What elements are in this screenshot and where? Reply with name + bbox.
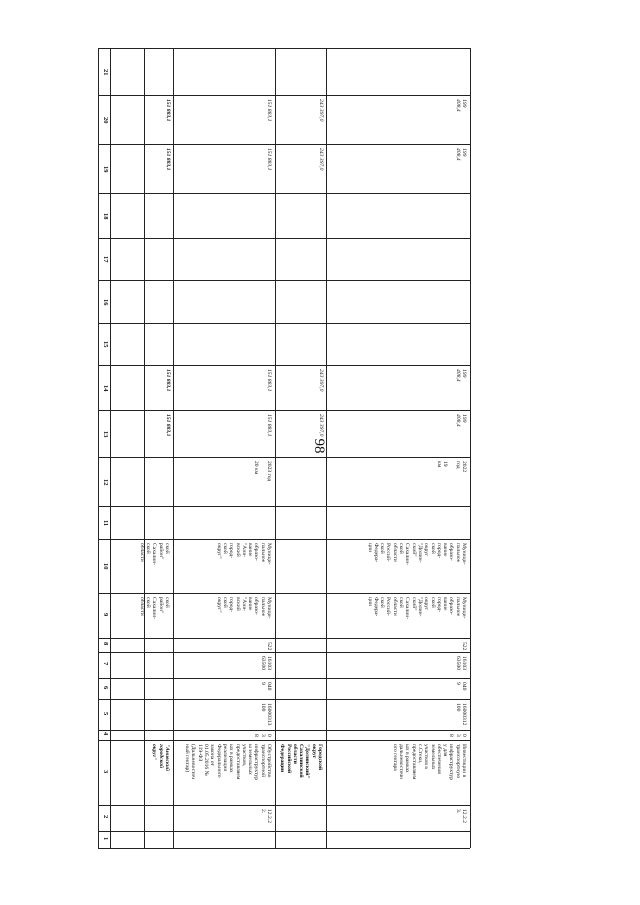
table-grid-line (470, 48, 471, 848)
column-header-21: 21 (102, 68, 109, 75)
table-grid-line (98, 652, 470, 653)
column-header-6: 6 (102, 685, 109, 689)
cell-row3-col13: 243 397,0 (318, 414, 324, 437)
cell-row4-col12: 2022 год 19 км (435, 461, 467, 473)
table-grid-line (98, 280, 470, 281)
table-grid-line (275, 48, 276, 848)
column-header-20: 20 (102, 116, 109, 123)
column-header-15: 15 (102, 341, 109, 348)
column-header-13: 13 (102, 430, 109, 437)
cell-row2-col19: 151 883,1 (266, 148, 272, 171)
cell-row4-col8: 522 (461, 642, 467, 651)
cell-row2-col7: 16103 63500 (259, 656, 272, 670)
table-grid-line (98, 48, 470, 49)
cell-row4-col20: 199 408,4 (454, 99, 467, 112)
column-header-4: 4 (102, 732, 109, 736)
cell-row1-col13: 151 883,1 (165, 414, 171, 437)
cell-row2-col6: 040 9 (259, 682, 272, 691)
cell-row4-col19: 199 408,4 (454, 148, 467, 161)
cell-row2-col2: 12.2.2 2. (259, 809, 272, 823)
table-grid-line (98, 193, 470, 194)
cell-row2-col20: 151 883,1 (266, 99, 272, 122)
table-grid-line (98, 144, 470, 145)
cell-row4-col13: 199 408,4 (454, 414, 467, 427)
cell-row4-col5: 16000312 100 (454, 703, 467, 726)
cell-row4-col14: 199 408,4 (454, 369, 467, 382)
rotated-table (98, 48, 470, 848)
cell-row3-col3: Городской округ "Долинский" Сахалинской области Российской Федерации (279, 744, 323, 779)
cell-row2-col12: 2023 год 20 км (253, 461, 272, 482)
column-header-17: 17 (102, 256, 109, 263)
table-grid-line (98, 805, 470, 806)
cell-row1-col20: 151 883,1 (165, 99, 171, 122)
column-header-18: 18 (102, 212, 109, 219)
cell-row2-col3: Обустройство транспортной инфраструктур ы земельных участков, предоставляем ых в рамках реализации Федерального закона от 01.05.2016 № 119-ФЗ (Дальневосточ ный гектар) (184, 744, 272, 781)
cell-row2-col4: 0 3 8 (253, 734, 272, 737)
table-grid-line (98, 539, 470, 540)
cell-row4-col3: Инвестиции в транспортную инфраструктур у для обеспечения земельных участков в с.Стеки, предоставляем ых в рамках дальневосточн ого гектара (391, 744, 467, 781)
table-grid-line (98, 365, 470, 366)
table-grid-line (98, 638, 470, 639)
column-header-9: 9 (102, 612, 109, 616)
cell-row1-col10: ской район" Сахалин- ской области (138, 543, 170, 566)
cell-row2-col9: Муници- пальное образо- вание "Ани- вский город- ской округ" (215, 597, 272, 619)
cell-row2-col8: 522 (266, 642, 272, 651)
table-grid-line (98, 95, 470, 96)
table-grid-line (98, 506, 470, 507)
column-header-2: 2 (102, 815, 109, 819)
cell-row4-col4: 0 3 8 (448, 734, 467, 737)
table-grid-line (98, 678, 470, 679)
cell-row4-col6: 040 9 (454, 682, 467, 691)
table-grid-line (98, 831, 470, 832)
table-grid-line (98, 323, 470, 324)
table-grid-line (98, 699, 470, 700)
cell-row2-col5: 16000313 100 (259, 703, 272, 726)
column-header-3: 3 (102, 769, 109, 773)
table-grid-line (98, 848, 470, 849)
column-header-11: 11 (102, 519, 109, 526)
cell-row2-col14: 151 883,1 (266, 369, 272, 392)
table-grid-line (173, 48, 174, 848)
column-header-7: 7 (102, 662, 109, 666)
column-header-14: 14 (102, 384, 109, 391)
column-header-10: 10 (102, 563, 109, 570)
table-grid-line (98, 740, 470, 741)
table-grid-line (98, 48, 99, 848)
cell-row4-col7: 16103 63500 (454, 656, 467, 670)
cell-row4-col9: Муници- пальное образо- вание город- ской округ "Долин- ский" Сахалин- ской области Россий- ской Федера- ции (366, 597, 467, 620)
column-header-12: 12 (102, 478, 109, 485)
table-grid-line (98, 730, 470, 731)
column-header-8: 8 (102, 642, 109, 646)
cell-row2-col13: 151 883,1 (266, 414, 272, 437)
column-header-5: 5 (102, 711, 109, 715)
table-grid-line (98, 410, 470, 411)
table-grid-line (98, 238, 470, 239)
cell-row1-col19: 151 883,1 (165, 148, 171, 171)
page-number: 98 (311, 438, 327, 454)
cell-row1-col3: "Анивский городской округ" (151, 744, 170, 772)
cell-row1-col14: 151 883,1 (165, 369, 171, 392)
column-header-16: 16 (102, 298, 109, 305)
column-header-1: 1 (102, 836, 109, 840)
cell-row2-col10: Муници- пальное образо- вание "Ани- вский город- ской округ" (215, 543, 272, 565)
cell-row1-col9: ской район" Сахалин- ской области (138, 597, 170, 620)
cell-row4-col2: 12.2.2 3. (454, 809, 467, 823)
column-header-19: 19 (102, 165, 109, 172)
table-grid-line (110, 48, 111, 848)
table-grid-line (144, 48, 145, 848)
cell-row4-col10: Муници- пальное образо- вание город- ской округ "Долин- ский" Сахалин- ской области Россий- ской Федера- ции (366, 543, 467, 566)
cell-row3-col20: 243 397,0 (318, 99, 324, 122)
table-grid-line (98, 593, 470, 594)
table-grid-line (326, 48, 327, 848)
cell-row3-col19: 243 397,0 (318, 148, 324, 171)
table-grid-line (98, 457, 470, 458)
cell-row3-col14: 243 397,0 (318, 369, 324, 392)
